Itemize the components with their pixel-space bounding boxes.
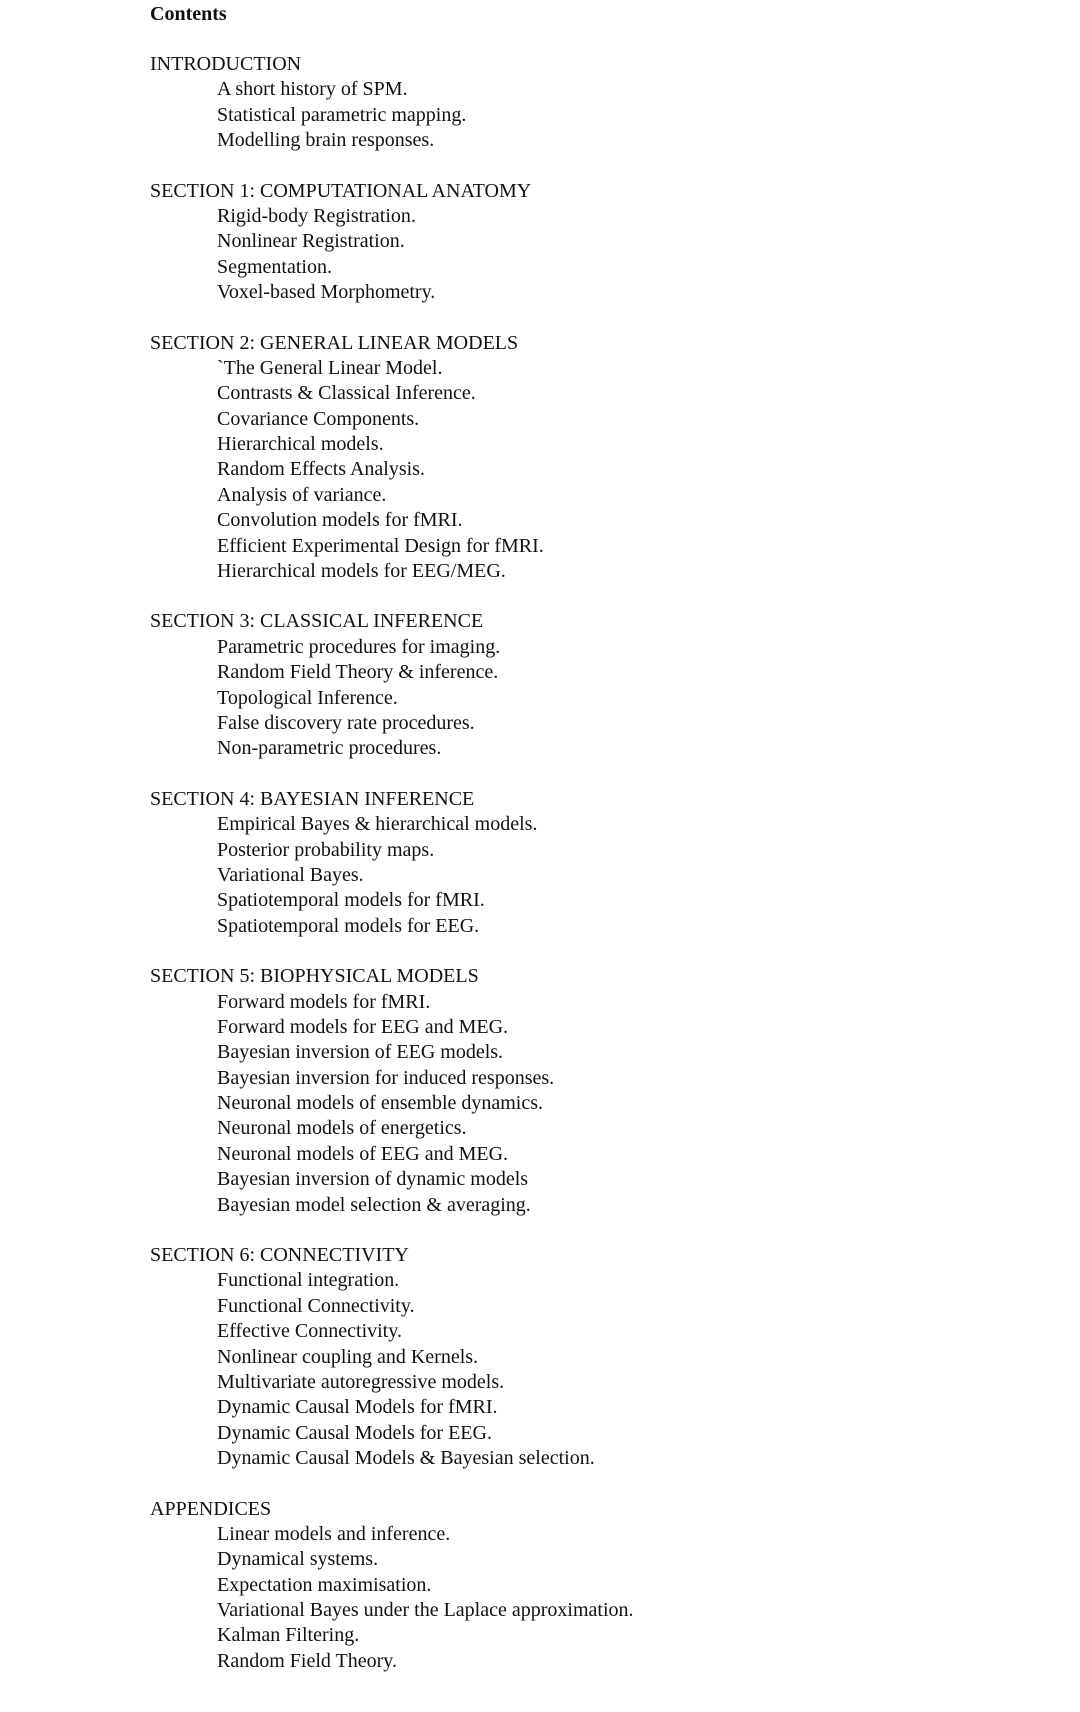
toc-entry: Rigid-body Registration. bbox=[217, 204, 416, 227]
toc-section bbox=[150, 331, 1050, 585]
toc-entry: Dynamic Causal Models for EEG. bbox=[217, 1421, 492, 1444]
section-entries bbox=[150, 356, 1050, 585]
toc-entry: Bayesian inversion for induced responses. bbox=[217, 1066, 555, 1089]
section-entries bbox=[150, 990, 1050, 1219]
section-entries bbox=[150, 812, 1050, 939]
toc-entry: Dynamic Causal Models for fMRI. bbox=[217, 1396, 498, 1419]
toc-entry: Nonlinear coupling and Kernels. bbox=[217, 1345, 479, 1368]
section-title: SECTION 3: CLASSICAL INFERENCE bbox=[150, 610, 484, 633]
toc-entry: Segmentation. bbox=[217, 255, 332, 278]
toc-entry: Contrasts & Classical Inference. bbox=[217, 382, 476, 405]
toc-section bbox=[150, 1243, 1050, 1472]
toc-entry: Convolution models for fMRI. bbox=[217, 509, 463, 532]
toc-entry: Bayesian inversion of EEG models. bbox=[217, 1041, 504, 1064]
toc-entry: A short history of SPM. bbox=[217, 78, 408, 101]
toc-entry: Neuronal models of energetics. bbox=[217, 1117, 467, 1140]
toc-entry: Bayesian inversion of dynamic models bbox=[217, 1168, 529, 1191]
section-title: APPENDICES bbox=[150, 1497, 272, 1520]
toc-entry: Variational Bayes under the Laplace approximation. bbox=[217, 1599, 634, 1622]
toc-entry: Nonlinear Registration. bbox=[217, 230, 405, 253]
toc-entry: Hierarchical models. bbox=[217, 433, 384, 456]
section-title: SECTION 6: CONNECTIVITY bbox=[150, 1244, 409, 1267]
toc-entry: Non-parametric procedures. bbox=[217, 737, 442, 760]
toc-entry: Functional Connectivity. bbox=[217, 1294, 415, 1317]
toc-entry: Random Field Theory. bbox=[217, 1649, 397, 1672]
toc-entry: Multivariate autoregressive models. bbox=[217, 1370, 505, 1393]
toc-entry: Modelling brain responses. bbox=[217, 129, 435, 152]
toc-section bbox=[150, 179, 1050, 306]
toc-entry: Spatiotemporal models for fMRI. bbox=[217, 889, 485, 912]
section-entries bbox=[150, 77, 1050, 153]
toc-section bbox=[150, 964, 1050, 1218]
toc-entry: Random Field Theory & inference. bbox=[217, 661, 499, 684]
toc-entry: Posterior probability maps. bbox=[217, 838, 435, 861]
toc-entry: Kalman Filtering. bbox=[217, 1624, 360, 1647]
section-title: INTRODUCTION bbox=[150, 53, 302, 75]
section-title: SECTION 4: BAYESIAN INFERENCE bbox=[150, 787, 475, 810]
toc-entry: Neuronal models of EEG and MEG. bbox=[217, 1142, 509, 1165]
toc-entry: Hierarchical models for EEG/MEG. bbox=[217, 560, 506, 583]
section-entries bbox=[150, 635, 1050, 762]
section-title: SECTION 1: COMPUTATIONAL ANATOMY bbox=[150, 179, 532, 202]
toc-section bbox=[150, 609, 1050, 761]
toc-entry: Spatiotemporal models for EEG. bbox=[217, 914, 480, 937]
toc-entry: Statistical parametric mapping. bbox=[217, 103, 467, 126]
toc-section bbox=[150, 1497, 1050, 1675]
toc-entry: Covariance Components. bbox=[217, 407, 420, 430]
toc-entry: Dynamical systems. bbox=[217, 1548, 379, 1571]
section-entries bbox=[150, 204, 1050, 306]
toc-entry: Functional integration. bbox=[217, 1269, 400, 1292]
toc-entry: Forward models for EEG and MEG. bbox=[217, 1015, 509, 1038]
toc-entry: Topological Inference. bbox=[217, 686, 398, 709]
toc-entry: Analysis of variance. bbox=[217, 483, 387, 506]
toc-section bbox=[150, 787, 1050, 939]
toc-entry: Dynamic Causal Models & Bayesian selection. bbox=[217, 1447, 595, 1470]
toc-entry: Random Effects Analysis. bbox=[217, 458, 425, 481]
toc-entry: Variational Bayes. bbox=[217, 863, 364, 886]
toc-entry: `The General Linear Model. bbox=[217, 356, 443, 379]
section-entries bbox=[150, 1522, 1050, 1674]
toc-sections bbox=[150, 52, 1050, 1674]
toc-entry: Parametric procedures for imaging. bbox=[217, 635, 501, 658]
toc-entry: Forward models for fMRI. bbox=[217, 990, 431, 1013]
toc-entry: Effective Connectivity. bbox=[217, 1320, 402, 1343]
section-title: SECTION 2: GENERAL LINEAR MODELS bbox=[150, 331, 519, 354]
toc-entry: Empirical Bayes & hierarchical models. bbox=[217, 813, 538, 836]
section-title: SECTION 5: BIOPHYSICAL MODELS bbox=[150, 965, 479, 988]
toc-section bbox=[150, 52, 1050, 154]
toc-entry: Efficient Experimental Design for fMRI. bbox=[217, 534, 544, 557]
toc-entry: Voxel-based Morphometry. bbox=[217, 281, 436, 304]
contents-heading: Contents bbox=[150, 3, 227, 25]
table-of-contents bbox=[150, 2, 1050, 1699]
toc-entry: Neuronal models of ensemble dynamics. bbox=[217, 1092, 544, 1115]
section-entries bbox=[150, 1268, 1050, 1471]
toc-entry: Bayesian model selection & averaging. bbox=[217, 1193, 531, 1216]
toc-entry: Linear models and inference. bbox=[217, 1522, 451, 1545]
toc-entry: Expectation maximisation. bbox=[217, 1573, 432, 1596]
toc-entry: False discovery rate procedures. bbox=[217, 711, 475, 734]
